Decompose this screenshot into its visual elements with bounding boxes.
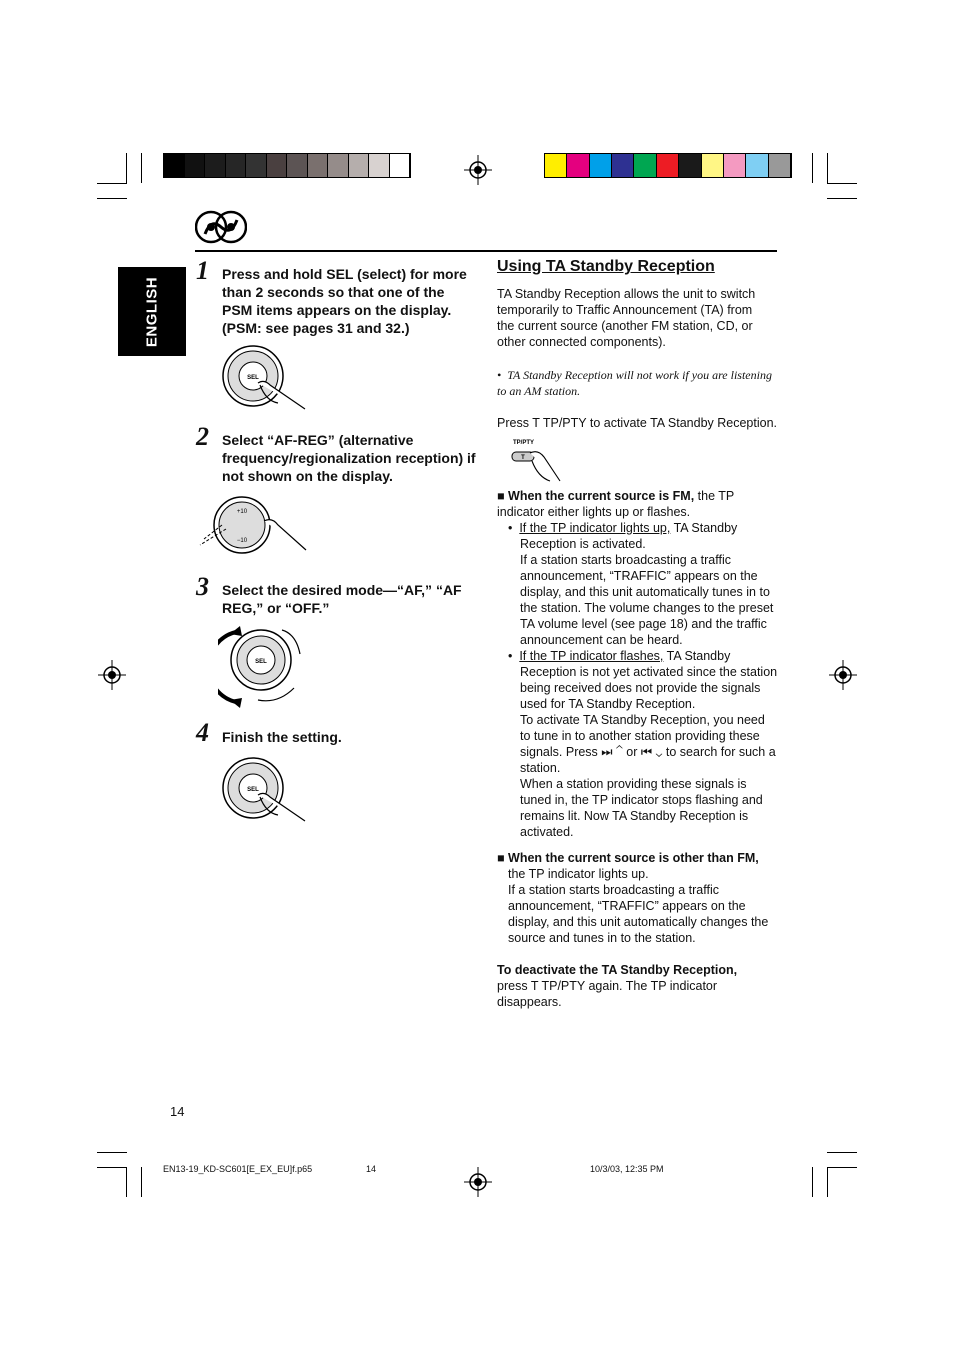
process-color-bar xyxy=(544,153,792,178)
deactivate-heading: To deactivate the TA Standby Reception, xyxy=(497,963,738,977)
crop-mark xyxy=(97,1167,127,1168)
fm-b1-p2: If a station starts broadcasting a traffic announcement, “TRAFFIC” appears on the display, and this unit automatically tunes in to the station. The volume changes to the preset TA volume level (see page 18) and the traffic announcement can be heard. xyxy=(520,553,774,647)
square-bullet-icon: ■ xyxy=(497,851,505,865)
fm-head-line xyxy=(497,488,779,520)
crop-mark xyxy=(97,1152,127,1153)
registration-target-icon xyxy=(464,155,492,185)
skip-back-icon: ⏮ xyxy=(640,745,653,759)
chevron-down-icon: ⌄ xyxy=(655,745,663,759)
crop-mark xyxy=(141,153,142,183)
color-swatch xyxy=(724,154,746,177)
fm-b1-line: • If the TP indicator lights up, TA Standby Reception is activated. xyxy=(508,521,738,551)
color-swatch xyxy=(746,154,768,177)
crop-mark xyxy=(97,198,127,199)
color-swatch xyxy=(328,154,349,177)
color-swatch xyxy=(226,154,247,177)
color-swatch xyxy=(205,154,226,177)
step-4-text: Finish the setting. xyxy=(222,729,342,745)
language-tab xyxy=(118,267,186,356)
fm-b1-underline: If the TP indicator lights up, xyxy=(519,521,671,535)
plus10-label: +10 xyxy=(236,509,248,515)
fm-b2-rest: TA Standby Reception is not yet activated since the station being received does not provide the signals used for TA Standby Reception. xyxy=(520,649,778,711)
fm-rest: the TP indicator either lights up or flashes. xyxy=(497,489,735,519)
crop-mark xyxy=(827,1152,857,1153)
square-bullet-icon: ■ xyxy=(497,489,505,503)
color-swatch xyxy=(308,154,329,177)
step-2-text: Select “AF-REG” (alternative frequency/regionalization reception) if not shown on the display. xyxy=(222,432,476,484)
color-swatch xyxy=(369,154,390,177)
fm-bullet-2 xyxy=(508,648,778,840)
color-swatch xyxy=(702,154,724,177)
step-1-text: Press and hold SEL (select) for more than 2 seconds so that one of the PSM items appears on the display. (PSM: see pages 31 and 32.) xyxy=(222,266,467,336)
header-rule xyxy=(195,250,777,252)
bullet: • xyxy=(497,368,502,382)
crop-mark xyxy=(827,1167,857,1168)
step-4-number: 4 xyxy=(196,718,209,747)
color-swatch xyxy=(657,154,679,177)
fm-heading: When the current source is FM, xyxy=(508,489,695,503)
color-swatch xyxy=(164,154,185,177)
step-3-text: Select the desired mode—“AF,” “AF REG,” or “OFF.” xyxy=(222,582,462,616)
af-reg-buttons-icon xyxy=(198,495,308,557)
color-swatch xyxy=(634,154,656,177)
deactivate-rest: press T TP/PTY again. The TP indicator disappears. xyxy=(497,979,718,1009)
color-swatch xyxy=(390,154,411,177)
crop-mark xyxy=(126,1167,127,1197)
registration-target-icon xyxy=(98,660,126,690)
footer-file: EN13-19_KD-SC601[E_EX_EU]f.p65 xyxy=(163,1164,313,1174)
color-swatch xyxy=(769,154,791,177)
step-1-number: 1 xyxy=(196,256,209,285)
fm-bullet-1 xyxy=(508,520,778,648)
registration-target-icon xyxy=(464,1167,492,1197)
tp-pty-label: TP/PTY xyxy=(513,440,535,446)
rotate-control-dial-icon xyxy=(218,624,310,708)
fm-b2-p2b: to search for such a station. xyxy=(520,745,776,775)
press-instruction: Press T TP/PTY to activate TA Standby Reception. xyxy=(497,416,778,430)
chevron-up-icon: ⌃ xyxy=(616,745,623,759)
registration-target-icon xyxy=(829,660,857,690)
color-swatch xyxy=(612,154,634,177)
color-swatch xyxy=(246,154,267,177)
sel-label: SEL xyxy=(255,659,267,665)
fm-b2-or: or xyxy=(626,745,638,759)
color-swatch xyxy=(267,154,288,177)
crop-mark xyxy=(827,1167,828,1197)
fm-b2-underline: If the TP indicator flashes, xyxy=(519,649,664,663)
sel-label: SEL xyxy=(247,787,259,793)
crop-mark xyxy=(812,153,813,183)
other-head-line xyxy=(497,850,779,866)
sel-button-press-icon xyxy=(220,343,312,413)
color-swatch xyxy=(545,154,567,177)
other-rest: the TP indicator lights up. xyxy=(508,867,649,881)
minus10-label: −10 xyxy=(236,538,248,544)
am-note xyxy=(497,367,772,399)
other-p2: If a station starts broadcasting a traffic announcement, “TRAFFIC” appears on the display, and this unit automatically changes the source and tunes in to the station. xyxy=(508,883,769,945)
color-swatch xyxy=(287,154,308,177)
crop-mark xyxy=(141,1167,142,1197)
fm-b2-p2 xyxy=(508,712,778,776)
fm-b2-p2a: To activate TA Standby Reception, you need to tune in to another station providing these signals. Press xyxy=(520,713,765,759)
sel-label: SEL xyxy=(247,375,259,381)
grayscale-color-bar xyxy=(163,153,411,178)
fm-b2-p3: When a station providing these signals is tuned in, the TP indicator stops flashing and remains lit. Now TA Standby Reception is activated. xyxy=(520,777,763,839)
fm-b1-rest: TA Standby Reception is activated. xyxy=(520,521,738,551)
step-2-number: 2 xyxy=(196,422,209,451)
section-heading: Using TA Standby Reception xyxy=(497,258,715,275)
color-swatch xyxy=(590,154,612,177)
color-swatch xyxy=(349,154,370,177)
color-swatch xyxy=(567,154,589,177)
crop-mark xyxy=(827,183,857,184)
footer-page: 14 xyxy=(366,1164,377,1174)
crop-mark xyxy=(812,1167,813,1197)
intro-paragraph: TA Standby Reception allows the unit to switch temporarily to Traffic Announcement (TA) from the current source (another FM station, CD, or other connected components). xyxy=(497,287,756,349)
crop-mark xyxy=(97,183,127,184)
color-swatch xyxy=(185,154,206,177)
t-label: T xyxy=(521,455,525,461)
language-label: ENGLISH xyxy=(143,276,161,347)
fm-b2-line: • If the TP indicator flashes, TA Standby Reception is not yet activated since the station being received does not provide the signals used for TA Standby Reception. xyxy=(508,649,778,711)
tp-pty-button-icon xyxy=(510,437,565,483)
crop-mark xyxy=(126,153,127,183)
other-section xyxy=(497,850,779,946)
note-text: TA Standby Reception will not work if you are listening to an AM station. xyxy=(497,368,772,398)
deactivate-section xyxy=(497,962,767,1010)
page-number: 14 xyxy=(170,1104,185,1119)
sel-button-press-icon xyxy=(220,755,312,825)
footer-date: 10/3/03, 12:35 PM xyxy=(590,1164,664,1174)
fm-section xyxy=(497,488,779,520)
step-3-number: 3 xyxy=(196,572,209,601)
other-heading: When the current source is other than FM, xyxy=(508,851,759,865)
rds-logo-icon xyxy=(195,210,247,244)
crop-mark xyxy=(827,198,857,199)
crop-mark xyxy=(827,153,828,183)
skip-forward-icon: ⏭ xyxy=(601,745,613,759)
color-swatch xyxy=(679,154,701,177)
